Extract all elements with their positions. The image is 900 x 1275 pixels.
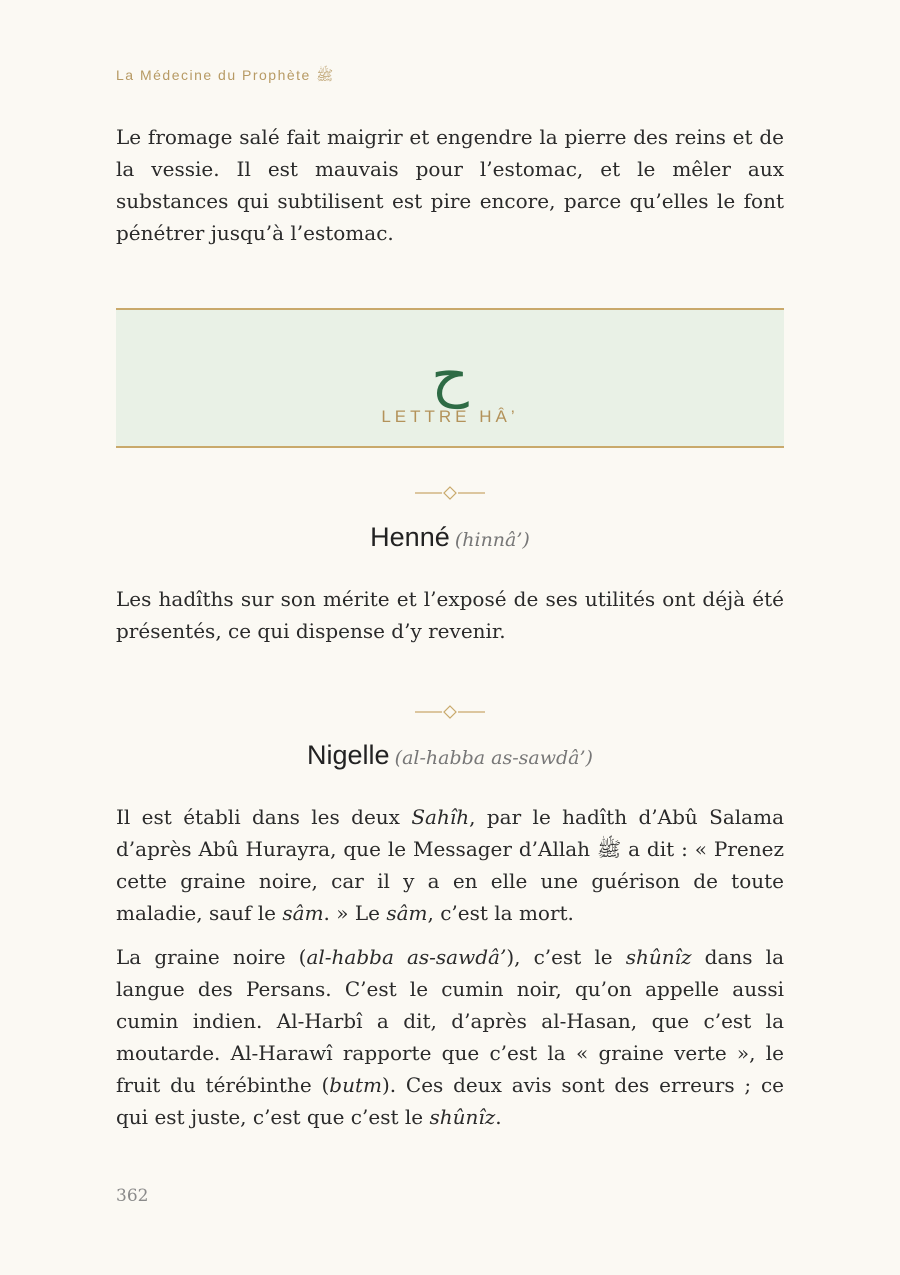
chapter-label: LETTRE HÂ’ xyxy=(381,407,519,426)
text-run: . xyxy=(495,1105,502,1129)
paragraph-nigelle-definition xyxy=(116,941,784,1133)
italic-term: sâm xyxy=(282,901,324,925)
paragraph-fromage: Le fromage salé fait maigrir et engendre la pierre des reins et de la vessie. Il est mauvais pour l’estomac, et le mêler aux substances qui subtilisent est pire encore, parce qu’elles le font pénétrer jusqu’à l’estomac. xyxy=(116,125,784,245)
page xyxy=(116,0,784,1275)
section-ornament-icon xyxy=(415,486,485,500)
text-run: , c’est la mort. xyxy=(427,901,574,925)
italic-term: shûnîz xyxy=(625,945,692,969)
text-run: ), c’est le xyxy=(506,945,626,969)
italic-term: al-habba as-sawdâ’ xyxy=(306,945,507,969)
text-run: ). Ces deux avis sont des erreurs ; ce qui est juste, c’est que c’est le xyxy=(116,1073,784,1129)
section-title: Henné xyxy=(370,522,450,552)
section-heading-henne xyxy=(116,522,784,553)
paragraph-nigelle-hadith xyxy=(116,801,784,929)
paragraph-henne: Les hadîths sur son mérite et l’exposé de ses utilités ont déjà été présentés, ce qui dispense d’y revenir. xyxy=(116,587,784,643)
text-run: Il est établi dans les deux xyxy=(116,805,412,829)
section-heading-nigelle xyxy=(116,740,784,771)
italic-term: sâm xyxy=(386,901,428,925)
text-run: dans la langue des Persans. C’est le cumin noir, qu’on appelle aussi cumin indien. Al-Harbî a dit, d’après al-Hasan, que c’est la moutarde. Al-Harawî rapporte que c’est la « graine verte », le fruit du térébinthe ( xyxy=(116,945,784,1097)
text-run: La graine noire ( xyxy=(116,945,307,969)
section-ornament-icon xyxy=(415,705,485,719)
italic-term: shûnîz xyxy=(429,1105,496,1129)
page-number: 362 xyxy=(116,1186,149,1206)
section-transliteration: (al-habba as-sawdâ’) xyxy=(394,747,593,769)
running-head: La Médecine du Prophète ﷺ xyxy=(116,67,334,83)
section-title: Nigelle xyxy=(307,740,390,770)
chapter-banner xyxy=(116,308,784,448)
italic-term: Sahîh xyxy=(411,805,470,829)
italic-term: butm xyxy=(329,1073,382,1097)
section-transliteration: (hinnâ’) xyxy=(454,529,530,551)
text-run: , par le hadîth d’Abû Salama d’après Abû Hurayra, que le Messager d’Allah ﷺ a dit : « Prenez cette graine noire, car il y a en elle une guérison de toute maladie, sauf le xyxy=(116,805,784,925)
text-run: . » Le xyxy=(323,901,387,925)
arabic-letter-ha: ح xyxy=(431,341,469,409)
